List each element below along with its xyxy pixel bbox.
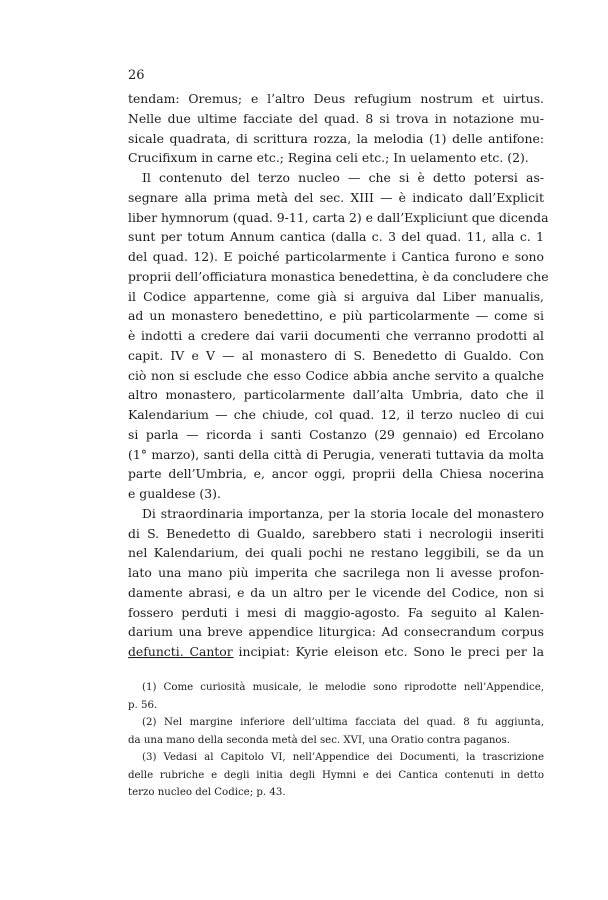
text-line: parte dell’Umbria, e, ancor oggi, proprii della Chiesa nocerina [128,466,544,482]
text-line: sicale quadrata, di scrittura rozza, la melodia (1) delle antifone: [128,130,544,146]
text-line: capit. IV e V — al monastero di S. Benedetto di Gualdo. Con [128,347,544,363]
footnotes [128,679,544,802]
page-number: 26 [128,68,145,83]
text-line: proprii dell’officiatura monastica benedettina, è da concludere che [128,268,549,284]
text-line: liber hymnorum (quad. 9-11, carta 2) e dall’Expliciunt que dicenda [128,209,549,225]
text-line: fossero perduti i mesi di maggio-agosto. Fa seguito al Kalen- [128,604,544,620]
footnote-line: (3) Vedasi al Capitolo VI, nell’Appendice dei Documenti, la trascrizione [142,752,544,763]
text-line: è indotti a credere dai varii documenti che verranno prodotti al [128,328,544,343]
paragraph [128,504,544,662]
text-line: Kalendarium — che chiude, col quad. 12, il terzo nucleo di cui [128,407,544,422]
paragraph [128,168,549,504]
text-line: ad un monastero benedettino, e più particolarmente — come si [128,308,544,324]
text-line: lato una mano più imperita che sacrilega non li avesse profon- [128,565,544,580]
text-line: si parla — ricorda i santi Costanzo (29 gennaio) ed Ercolano [128,426,544,442]
text-line: segnare alla prima metà del sec. XIII — è indicato dall’Explicit [128,189,544,205]
text-line: il Codice appartenne, come già si arguiva dal Liber manualis, [128,288,544,304]
footnote-line: (2) Nel margine inferiore dell’ultima facciata del quad. 8 fu aggiunta, [142,717,544,728]
text-line: del quad. 12). E poiché particolarmente i Cantica furono e sono [128,249,544,264]
text-line: Crucifixum in carne etc.; Regina celi etc.; In uelamento etc. (2). [128,150,529,166]
text-line: nel Kalendarium, dei quali pochi ne restano leggibili, se da un [128,545,544,561]
footnote-line: (1) Come curiosità musicale, le melodie sono riprodotte nell’Appendice, [142,682,544,693]
text-line: altro monastero, particolarmente dall’alta Umbria, dato che il [128,387,544,403]
text-line: ciò non si esclude che esso Codice abbia anche servito a qualche [128,367,544,383]
footnote-rule [128,657,234,659]
text-line: di S. Benedetto di Gualdo, sarebbero stati i necrologii inseriti [128,525,544,541]
text-line: Di straordinaria importanza, per la storia locale del monastero [142,505,544,521]
text-line: Il contenuto del terzo nucleo — che si è detto potersi as- [142,170,544,185]
footnote-line: delle rubriche e degli initia degli Hymni e dei Cantica contenuti in detto [128,769,544,781]
text-line: (1° marzo), santi della città di Perugia, venerati tuttavia da molta [128,446,544,462]
text-line: Nelle due ultime facciate del quad. 8 si trova in notazione mu- [128,110,544,126]
text-line: e gualdese (3). [128,486,221,501]
footnote-line: da una mano della seconda metà del sec. XVI, una Oratio contra paganos. [128,734,510,746]
paragraph [128,89,544,168]
text-line: damente abrasi, e da un altro per le vicende del Codice, non si [128,584,544,600]
footnote-line: terzo nucleo del Codice; p. 43. [128,787,286,798]
text-line: defuncti. Cantor incipiat: Kyrie eleison etc. Sono le preci per la [128,644,544,659]
body-text [128,89,549,662]
text-line: sunt per totum Annum cantica (dalla c. 3 del quad. 11, alla c. 1 [128,229,544,245]
footnote [128,679,544,714]
footnote [128,749,544,802]
footnote [128,714,544,749]
text-line: darium una breve appendice liturgica: Ad consecrandum corpus [128,624,544,640]
text-line: tendam: Oremus; e l’altro Deus refugium nostrum et uirtus. [128,91,544,106]
footnote-line: p. 56. [128,699,158,711]
